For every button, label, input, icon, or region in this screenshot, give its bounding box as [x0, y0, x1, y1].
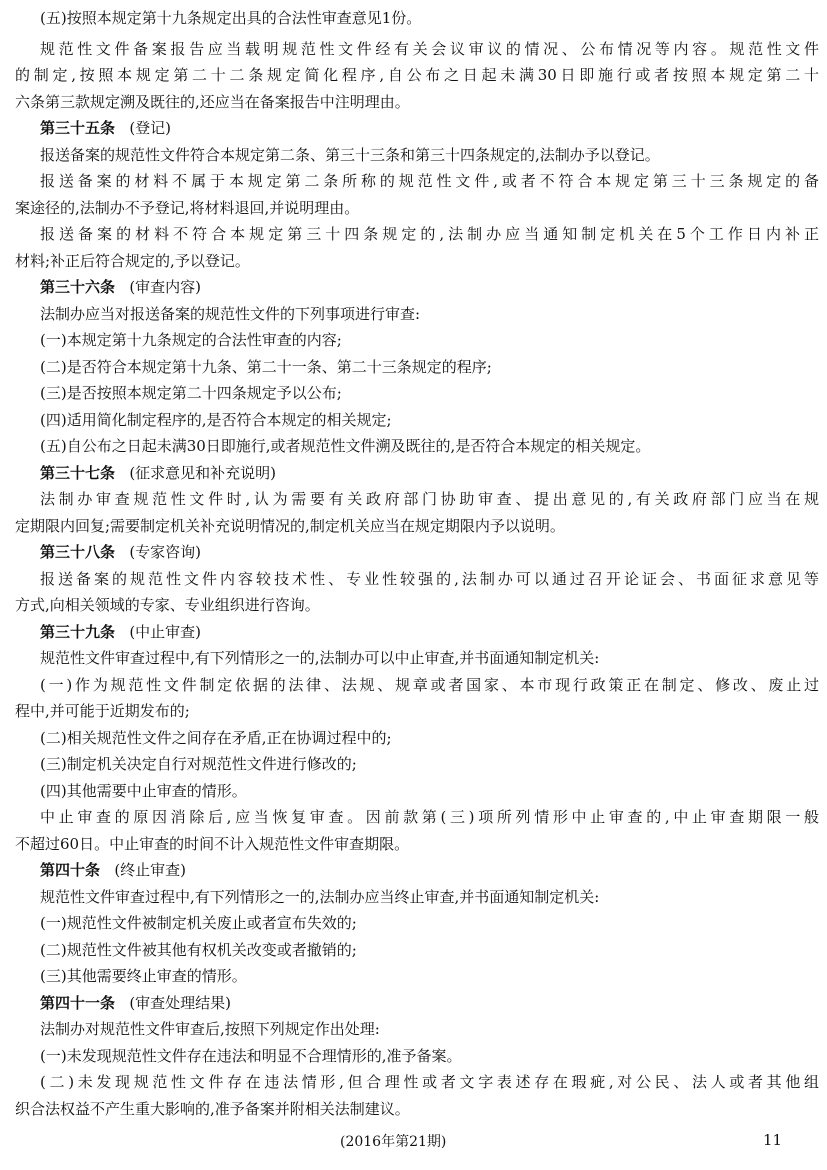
list-item: (二)是否符合本规定第十九条、第二十一条、第二十三条规定的程序; [40, 358, 492, 376]
paragraph-line: 定期限内回复;需要制定机关补充说明情况的,制定机关应当在规定期限内予以说明。 [15, 517, 565, 535]
article-number: 第三十六条 [40, 278, 116, 296]
paragraph-line: 规范性文件审查过程中,有下列情形之一的,法制办应当终止审查,并书面通知制定机关: [40, 888, 600, 906]
article-caption: (审查内容) [129, 278, 202, 296]
list-item: (一)规范性文件被制定机关废止或者宣布失效的; [40, 914, 357, 932]
article-heading [0, 622, 827, 644]
paragraph-line: (五)按照本规定第十九条规定出具的合法性审查意见1份。 [40, 9, 422, 27]
article-caption: (审查处理结果) [129, 994, 232, 1012]
paragraph-line: 规范性文件备案报告应当载明规范性文件经有关会议审议的情况、公布情况等内容。规范性文件 [40, 40, 819, 58]
paragraph-line: 中止审查的原因消除后,应当恢复审查。因前款第(三)项所列情形中止审查的,中止审查期限一般 [40, 808, 819, 826]
article-caption: (征求意见和补充说明) [129, 464, 277, 482]
article-number: 第四十一条 [40, 994, 116, 1012]
paragraph-line: 报送备案的规范性文件符合本规定第二条、第三十三条和第三十四条规定的,法制办予以登记。 [40, 146, 660, 164]
paragraph-line: 报送备案的规范性文件内容较技术性、专业性较强的,法制办可以通过召开论证会、书面征求意见等 [40, 570, 819, 588]
article-caption: (登记) [129, 119, 172, 137]
paragraph-line: 案途径的,法制办不予登记,将材料退回,并说明理由。 [15, 199, 360, 217]
article-number: 第四十条 [40, 861, 101, 879]
article-number: 第三十八条 [40, 543, 116, 561]
article-heading [0, 463, 827, 485]
article-caption: (专家咨询) [129, 543, 202, 561]
page-number: 11 [763, 1131, 783, 1149]
article-caption: (终止审查) [114, 861, 187, 879]
article-number: 第三十七条 [40, 464, 116, 482]
paragraph-line: 规范性文件审查过程中,有下列情形之一的,法制办可以中止审查,并书面通知制定机关: [40, 649, 600, 667]
list-item: (三)制定机关决定自行对规范性文件进行修改的; [40, 755, 357, 773]
list-item: (二)规范性文件被其他有权机关改变或者撤销的; [40, 941, 357, 959]
paragraph-line: 法制办对规范性文件审查后,按照下列规定作出处理: [40, 1020, 380, 1038]
article-heading [0, 118, 827, 140]
paragraph-line: 材料;补正后符合规定的,予以登记。 [15, 252, 250, 270]
paragraph-line: 法制办审查规范性文件时,认为需要有关政府部门协助审查、提出意见的,有关政府部门应当在规 [40, 490, 819, 508]
article-heading [0, 993, 827, 1015]
article-caption: (中止审查) [129, 623, 202, 641]
list-item: (三)是否按照本规定第二十四条规定予以公布; [40, 384, 342, 402]
list-item: (二)相关规范性文件之间存在矛盾,正在协调过程中的; [40, 729, 392, 747]
list-item: 织合法权益不产生重大影响的,准予备案并附相关法制建议。 [15, 1100, 410, 1118]
paragraph-line: 六条第三款规定溯及既往的,还应当在备案报告中注明理由。 [15, 93, 410, 111]
list-item: (四)其他需要中止审查的情形。 [40, 782, 247, 800]
article-heading [0, 542, 827, 564]
list-item: (五)自公布之日起未满30日即施行,或者规范性文件溯及既往的,是否符合本规定的相关规定。 [40, 437, 651, 455]
paragraph-line: 的制定,按照本规定第二十二条规定简化程序,自公布之日起未满30日即施行或者按照本规定第二十 [15, 66, 819, 84]
issue-label: (2016年第21期) [340, 1134, 447, 1150]
list-item: (二)未发现规范性文件存在违法情形,但合理性或者文字表述存在瑕疵,对公民、法人或者其他组 [40, 1073, 819, 1091]
article-number: 第三十九条 [40, 623, 116, 641]
paragraph-line: 报送备案的材料不符合本规定第三十四条规定的,法制办应当通知制定机关在5个工作日内补正 [40, 225, 819, 243]
paragraph-line: 报送备案的材料不属于本规定第二条所称的规范性文件,或者不符合本规定第三十三条规定的备 [40, 172, 819, 190]
paragraph-line: 不超过60日。中止审查的时间不计入规范性文件审查期限。 [15, 835, 410, 853]
list-item: (一)未发现规范性文件存在违法和明显不合理情形的,准予备案。 [40, 1047, 462, 1065]
article-heading [0, 860, 827, 882]
list-item: (三)其他需要终止审查的情形。 [40, 967, 247, 985]
article-number: 第三十五条 [40, 119, 116, 137]
list-item: (四)适用简化制定程序的,是否符合本规定的相关规定; [40, 411, 392, 429]
paragraph-line: 法制办应当对报送备案的规范性文件的下列事项进行审查: [40, 305, 421, 323]
paragraph-line: 方式,向相关领域的专家、专业组织进行咨询。 [15, 596, 320, 614]
article-heading [0, 277, 827, 299]
list-item: (一)作为规范性文件制定依据的法律、法规、规章或者国家、本市现行政策正在制定、修改、废止过 [40, 676, 819, 694]
list-item: 程中,并可能于近期发布的; [15, 702, 190, 720]
list-item: (一)本规定第十九条规定的合法性审查的内容; [40, 331, 342, 349]
